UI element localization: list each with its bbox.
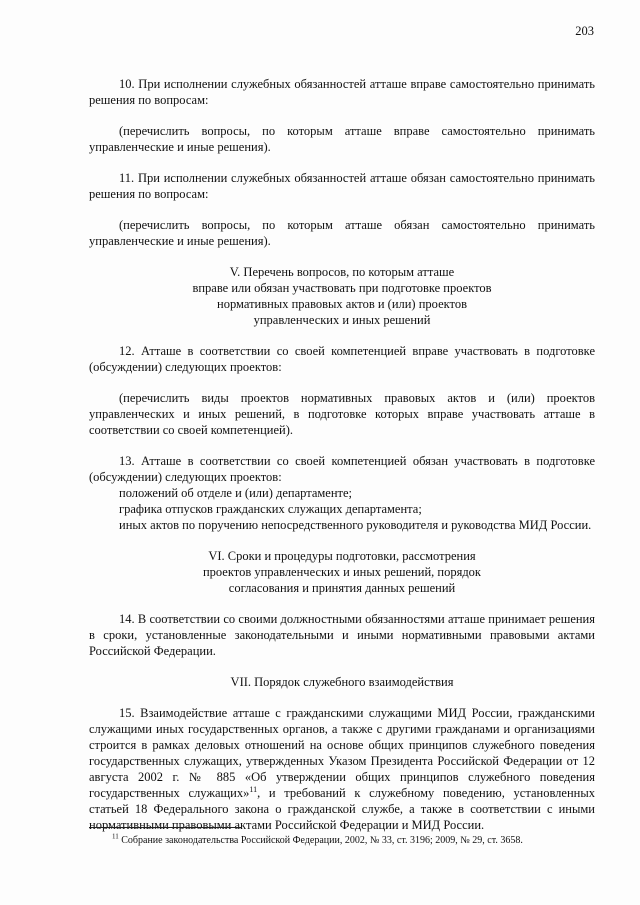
footnote-text: Собрание законодательства Российской Федерации, 2002, № 33, ст. 3196; 2009, № 29, ст. 3658. bbox=[121, 835, 523, 846]
paragraph-10: 10. При исполнении служебных обязанностей атташе вправе самостоятельно принимать решения по вопросам: bbox=[89, 77, 595, 107]
heading-line: согласования и принятия данных решений bbox=[228, 581, 456, 595]
heading-line: проектов управленческих и иных решений, порядок bbox=[202, 565, 482, 579]
paragraph-15 bbox=[89, 705, 595, 833]
list-item: графика отпусков гражданских служащих департамента; bbox=[119, 502, 422, 516]
footnote bbox=[112, 834, 523, 847]
heading-line: вправе или обязан участвовать при подготовке проектов bbox=[192, 281, 492, 295]
paragraph-14: 14. В соответствии со своими должностными обязанностями атташе принимает решения в сроки, установленные законодательными и иными нормативными правовыми актами Российской Федерации. bbox=[89, 612, 595, 658]
paragraph-10-note: (перечислить вопросы, по которым атташе вправе самостоятельно принимать управленческие и иные решения). bbox=[89, 124, 595, 154]
footnote-divider bbox=[89, 827, 242, 828]
document-body bbox=[89, 76, 595, 848]
heading-line: нормативных правовых актов и (или) проектов bbox=[217, 297, 467, 311]
paragraph-11: 11. При исполнении служебных обязанностей атташе обязан самостоятельно принимать решения по вопросам: bbox=[89, 171, 595, 201]
paragraph-15-text-cont: , и требований к служебному поведению, установленных статьей 18 Федерального закона о гражданской службе, а также в соответствии с иными нормативными правовыми актами Российской Федерации и МИД России. bbox=[89, 786, 596, 832]
paragraph-12: 12. Атташе в соответствии со своей компетенцией вправе участвовать в подготовке (обсуждении) следующих проектов: bbox=[89, 344, 595, 374]
section-heading-v bbox=[89, 264, 595, 328]
footnote-ref: 11 bbox=[249, 784, 258, 794]
heading-line: VII. Порядок служебного взаимодействия bbox=[230, 675, 454, 689]
list-item: иных актов по поручению непосредственного руководителя и руководства МИД России. bbox=[119, 518, 592, 532]
section-heading-vii bbox=[89, 674, 595, 690]
paragraph-12-note: (перечислить виды проектов нормативных правовых актов и (или) проектов управленческих и иных решений, в подготовке которых вправе участвовать атташе в соответствии со своей компетенцией). bbox=[89, 391, 595, 437]
heading-line: управленческих и иных решений bbox=[253, 313, 431, 327]
page-number: 203 bbox=[575, 24, 594, 38]
section-heading-vi bbox=[89, 548, 595, 596]
paragraph-15-text: 15. Взаимодействие атташе с гражданскими служащими МИД России, гражданскими служащими иных государственных органов, а также с другими гражданами и организациями строится в рамках деловых отношений на основе общих принципов служебного поведения государственных служащих, утвержденных Указом Президента Российской Федерации от 12 августа 2002 г. № 885 «Об утверждении общих принципов служебного поведения государственных служащих» bbox=[89, 706, 595, 800]
paragraph-13: 13. Атташе в соответствии со своей компетенцией обязан участвовать в подготовке (обсуждении) следующих проектов: bbox=[89, 454, 595, 484]
paragraph-11-note: (перечислить вопросы, по которым атташе обязан самостоятельно принимать управленческие и иные решения). bbox=[89, 218, 595, 248]
heading-line: V. Перечень вопросов, по которым атташе bbox=[229, 265, 455, 279]
heading-line: VI. Сроки и процедуры подготовки, рассмотрения bbox=[208, 549, 476, 563]
list-item: положений об отделе и (или) департаменте; bbox=[119, 486, 353, 500]
footnote-mark: 11 bbox=[112, 832, 119, 841]
